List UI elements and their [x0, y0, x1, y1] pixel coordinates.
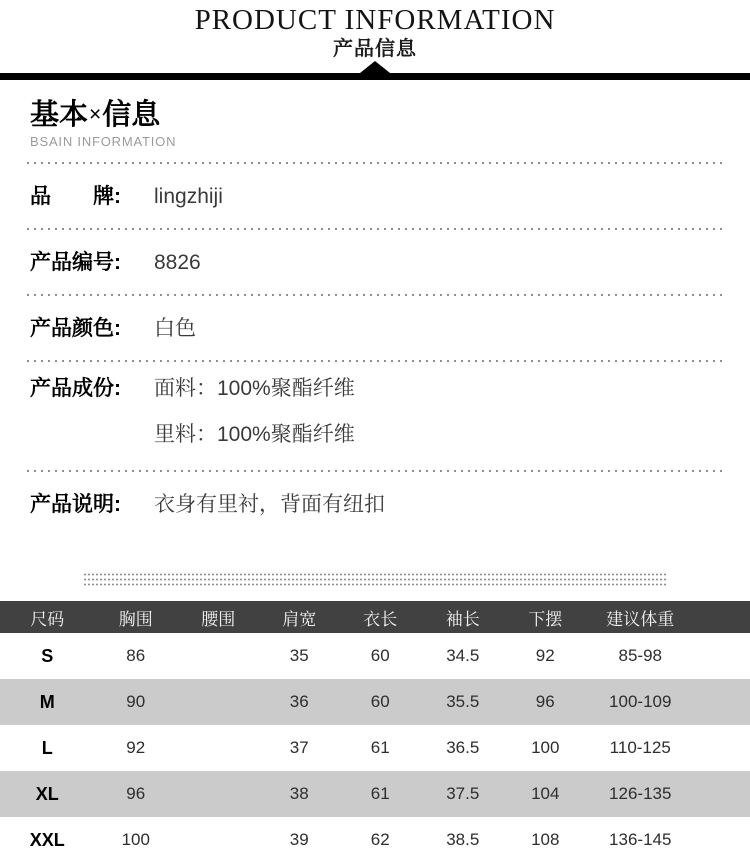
info-row-product-number — [27, 230, 723, 294]
info-label: 产品成份: — [30, 374, 148, 403]
section-title-part1: 基本 — [30, 99, 88, 131]
basic-info-section — [0, 99, 750, 536]
info-value: 8826 — [154, 248, 201, 277]
dots-pattern-divider — [83, 572, 667, 587]
info-label: 品 牌: — [30, 182, 148, 211]
size-table-cell: XL — [0, 771, 95, 817]
size-table-cell: 100 — [504, 725, 587, 771]
size-table-cell: 92 — [504, 633, 587, 679]
size-table-cell: L — [0, 725, 95, 771]
info-value — [154, 366, 355, 458]
size-table-cell — [177, 633, 260, 679]
size-table-cell: 96 — [504, 679, 587, 725]
size-table-cell — [177, 817, 260, 863]
size-table-cell: 60 — [339, 633, 422, 679]
size-table-header-cell: 衣长 — [339, 601, 422, 633]
size-table-cell: 108 — [504, 817, 587, 863]
size-table-cell: XXL — [0, 817, 95, 863]
size-table-header-cell: 肩宽 — [260, 601, 340, 633]
size-table-header-cell: 尺码 — [0, 601, 95, 633]
info-label: 产品说明: — [30, 490, 148, 519]
size-table-cell: 90 — [95, 679, 178, 725]
size-table-row — [0, 725, 750, 771]
size-table-cell: 36 — [260, 679, 340, 725]
size-table-cell: 100-109 — [587, 679, 750, 725]
size-table-section — [0, 601, 750, 863]
composition-line-lining: 里料：100%聚酯纤维 — [154, 412, 355, 458]
size-table-cell: 37 — [260, 725, 340, 771]
size-table-cell: 34.5 — [422, 633, 505, 679]
size-table-cell: 86 — [95, 633, 178, 679]
size-table-cell: 61 — [339, 771, 422, 817]
section-heading — [27, 99, 723, 149]
size-table-cell: 136-145 — [587, 817, 750, 863]
size-table-cell: 39 — [260, 817, 340, 863]
size-table-cell: 92 — [95, 725, 178, 771]
size-table — [0, 601, 750, 863]
size-table-header-cell: 袖长 — [422, 601, 505, 633]
size-table-cell: 60 — [339, 679, 422, 725]
info-value: 白色 — [154, 314, 196, 343]
size-table-head — [0, 601, 750, 633]
info-value: lingzhiji — [154, 182, 223, 211]
size-table-cell — [177, 725, 260, 771]
size-table-cell: 38.5 — [422, 817, 505, 863]
size-table-cell — [177, 679, 260, 725]
section-title-part2: 信息 — [102, 99, 160, 131]
size-table-cell: 61 — [339, 725, 422, 771]
size-table-cell: 85-98 — [587, 633, 750, 679]
size-table-cell: 110-125 — [587, 725, 750, 771]
size-table-header-row — [0, 601, 750, 633]
size-table-header-cell: 腰围 — [177, 601, 260, 633]
info-row-brand — [27, 164, 723, 228]
section-title — [30, 99, 723, 131]
info-value: 衣身有里衬，背面有纽扣 — [154, 490, 385, 519]
banner-title-en: PRODUCT INFORMATION — [0, 4, 750, 36]
size-table-header-cell: 建议体重 — [587, 601, 750, 633]
size-table-cell: S — [0, 633, 95, 679]
info-row-composition — [27, 362, 723, 470]
info-label: 产品编号: — [30, 248, 148, 277]
size-table-cell: 104 — [504, 771, 587, 817]
size-table-row — [0, 679, 750, 725]
triangle-up-icon — [360, 61, 390, 73]
size-table-cell: 100 — [95, 817, 178, 863]
x-separator-icon: × — [88, 103, 102, 126]
divider-bar — [0, 73, 750, 80]
size-table-header-cell: 胸围 — [95, 601, 178, 633]
size-table-cell: 35 — [260, 633, 340, 679]
section-subtitle: BSAIN INFORMATION — [30, 134, 723, 149]
info-label: 产品颜色: — [30, 314, 148, 343]
composition-line-fabric: 面料：100%聚酯纤维 — [154, 366, 355, 412]
size-table-cell: 36.5 — [422, 725, 505, 771]
size-table-cell: 35.5 — [422, 679, 505, 725]
size-table-cell: 126-135 — [587, 771, 750, 817]
banner-title-cn: 产品信息 — [0, 37, 750, 61]
info-row-color — [27, 296, 723, 360]
size-table-row — [0, 771, 750, 817]
size-table-cell: 38 — [260, 771, 340, 817]
size-table-cell: 37.5 — [422, 771, 505, 817]
size-table-body — [0, 633, 750, 863]
size-table-row — [0, 817, 750, 863]
size-table-cell: M — [0, 679, 95, 725]
size-table-cell: 62 — [339, 817, 422, 863]
size-table-cell: 96 — [95, 771, 178, 817]
info-row-description — [27, 472, 723, 536]
size-table-header-cell: 下摆 — [504, 601, 587, 633]
size-table-row — [0, 633, 750, 679]
top-banner — [0, 0, 750, 73]
size-table-cell — [177, 771, 260, 817]
